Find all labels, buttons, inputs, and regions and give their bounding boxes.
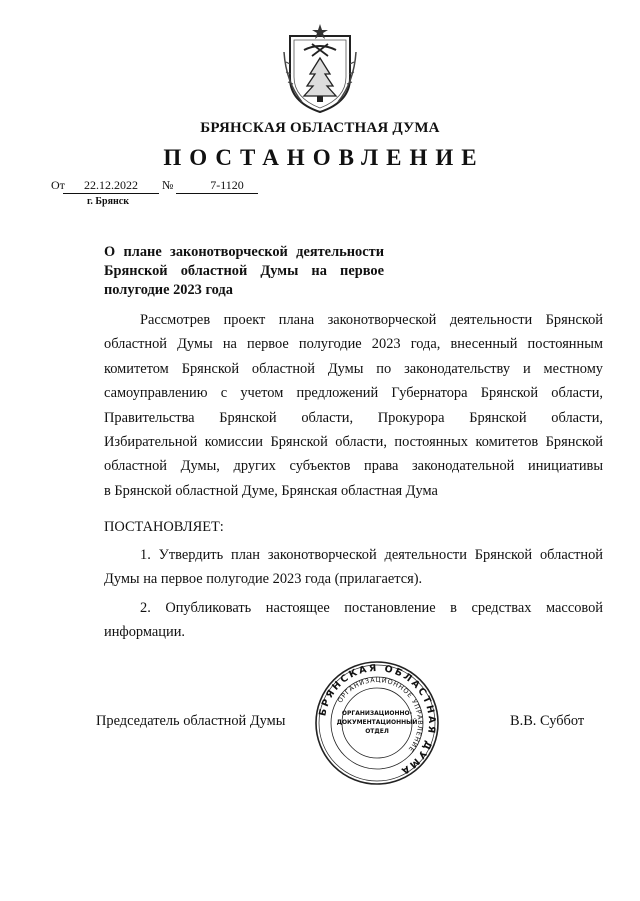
text-line: Избирательной комиссии Брянской области, постоянных комитетов Брянской: [104, 434, 603, 451]
seal-center-line: ОРГАНИЗАЦИОННО-: [341, 710, 413, 717]
text-line: комитетом Брянской областной Думы по законодательству и местному: [104, 360, 603, 377]
text-line: в Брянской областной Думе, Брянская областная Дума: [104, 482, 438, 499]
resolution-item-1: [104, 543, 603, 592]
document-number: 7-1120: [196, 178, 258, 194]
text-line: областной Думы, других субъектов права законодательной инициативы: [104, 458, 603, 475]
subject-line: Брянской областной Думы на первое: [104, 263, 384, 279]
text-line: Рассмотрев проект плана законотворческой деятельности Брянской: [140, 312, 603, 328]
preamble-paragraph: [104, 308, 603, 503]
text-line: информации.: [104, 624, 185, 641]
number-label: №: [162, 178, 174, 192]
signatory-name: В.В. Суббот: [510, 713, 585, 729]
signatory-position: Председатель областной Думы: [96, 713, 286, 729]
document-subject: [104, 243, 384, 300]
subject-line: полугодие 2023 года: [104, 282, 233, 298]
organization-name: БРЯНСКАЯ ОБЛАСТНАЯ ДУМА: [200, 120, 440, 136]
official-seal: [314, 660, 440, 786]
seal-outer-text: БРЯНСКАЯ ОБЛАСТНАЯ ДУМА: [317, 662, 438, 778]
text-line: 2. Опубликовать настоящее постановление в средствах массовой: [140, 600, 603, 616]
resolution-item-2: [104, 596, 603, 645]
seal-center-line: ДОКУМЕНТАЦИОННЫЙ: [336, 719, 418, 726]
text-line: Думы на первое полугодие 2023 года (прилагается).: [104, 571, 423, 588]
number-underline: [176, 178, 196, 194]
city: г. Брянск: [87, 196, 129, 207]
text-line: самоуправлению с учетом предложений Губернатора Брянской области,: [104, 385, 603, 402]
text-line: Правительства Брянской области, Прокурора Брянской области,: [104, 409, 603, 426]
decree-word: ПОСТАНОВЛЯЕТ:: [104, 519, 224, 535]
subject-line: О плане законотворческой деятельности: [104, 244, 384, 260]
text-line: областной Думы на первое полугодие 2023 года, внесенный постоянным: [104, 336, 603, 353]
document-type: ПОСТАНОВЛЕНИЕ: [163, 145, 485, 170]
seal-center-line: ОТДЕЛ: [365, 728, 389, 735]
seal-inner-text: ОРГАНИЗАЦИОННОЕ УПРАВЛЕНИЕ: [335, 675, 425, 754]
text-line: 1. Утвердить план законотворческой деятельности Брянской областной: [140, 547, 603, 563]
date-label: От: [51, 178, 65, 192]
document-date: 22.12.2022: [63, 178, 159, 194]
coat-of-arms-icon: [282, 22, 358, 114]
